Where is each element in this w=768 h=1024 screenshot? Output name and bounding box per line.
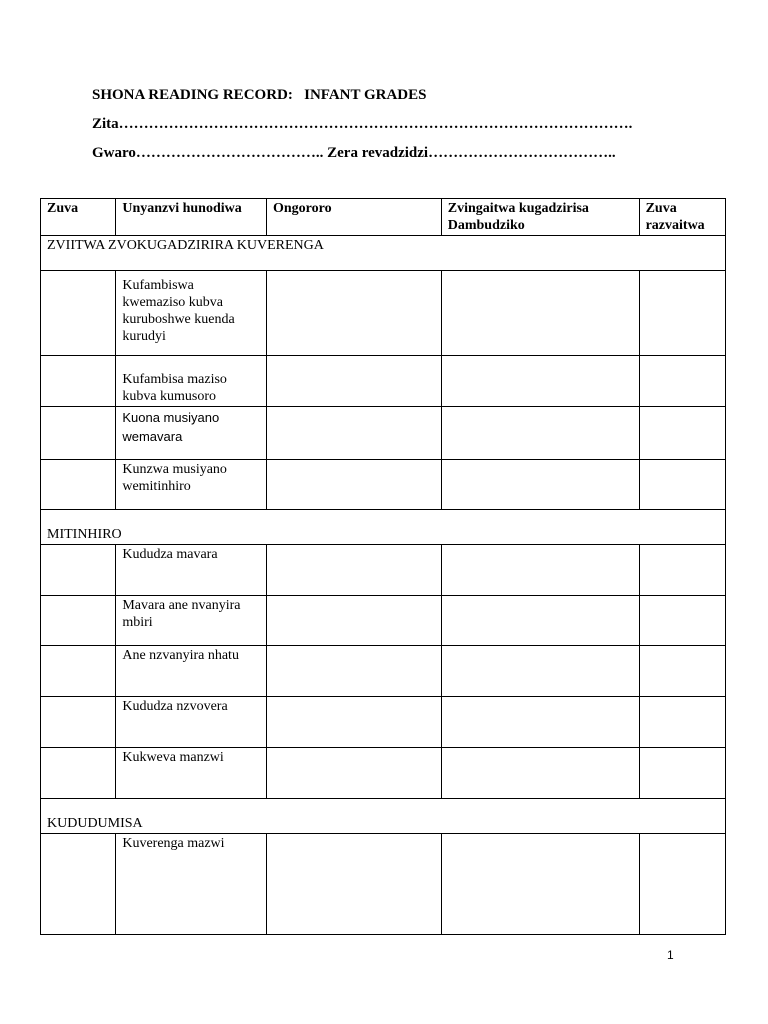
reading-record-table: [40, 198, 726, 935]
title-main: SHONA READING RECORD:: [92, 87, 293, 103]
date-done-cell: [639, 697, 725, 748]
table-row: [41, 460, 726, 510]
skill-cell: Kunzwa musiyano wemitinhiro: [116, 460, 267, 510]
section-title: KUDUDUMISA: [41, 799, 726, 834]
date-done-cell: [639, 646, 725, 697]
title-grade: INFANT GRADES: [304, 87, 427, 103]
header-remedy: Zvingaitwa kugadzirisa Dambudziko: [441, 199, 639, 236]
remedy-cell: [441, 646, 639, 697]
remedy-cell: [441, 596, 639, 646]
date-cell: [41, 407, 116, 460]
assessment-cell: [266, 748, 441, 799]
assessment-cell: [266, 271, 441, 356]
date-done-cell: [639, 356, 725, 407]
skill-cell: Ane nzvanyira nhatu: [116, 646, 267, 697]
assessment-cell: [266, 834, 441, 935]
section-row: [41, 510, 726, 545]
section-title: MITINHIRO: [41, 510, 726, 545]
date-cell: [41, 748, 116, 799]
skill-cell: Kududza nzvovera: [116, 697, 267, 748]
remedy-cell: [441, 460, 639, 510]
skill-cell: Kukweva manzwi: [116, 748, 267, 799]
remedy-cell: [441, 697, 639, 748]
section-row: [41, 236, 726, 271]
remedy-cell: [441, 356, 639, 407]
class-line: [92, 145, 616, 162]
name-field: Zita………………………………………………………………………………………….: [92, 116, 633, 132]
assessment-cell: [266, 646, 441, 697]
date-cell: [41, 460, 116, 510]
table-row: [41, 596, 726, 646]
skill-cell: Kududza mavara: [116, 545, 267, 596]
page-number: 1: [667, 948, 674, 962]
date-done-cell: [639, 460, 725, 510]
remedy-cell: [441, 748, 639, 799]
table-row: [41, 697, 726, 748]
date-cell: [41, 646, 116, 697]
skill-cell: Kuona musiyano wemavara: [116, 407, 267, 460]
date-done-cell: [639, 596, 725, 646]
table-row: [41, 407, 726, 460]
assessment-cell: [266, 407, 441, 460]
date-done-cell: [639, 407, 725, 460]
assessment-cell: [266, 545, 441, 596]
table-row: [41, 356, 726, 407]
date-done-cell: [639, 545, 725, 596]
date-cell: [41, 596, 116, 646]
remedy-cell: [441, 545, 639, 596]
assessment-cell: [266, 356, 441, 407]
section-row: [41, 799, 726, 834]
date-done-cell: [639, 834, 725, 935]
remedy-cell: [441, 407, 639, 460]
assessment-cell: [266, 460, 441, 510]
date-done-cell: [639, 271, 725, 356]
table-row: [41, 646, 726, 697]
document-title: [92, 87, 427, 104]
assessment-cell: [266, 697, 441, 748]
skill-cell: Kufambisa maziso kubva kumusoro: [116, 356, 267, 407]
class-field: Gwaro………………………………..: [92, 145, 328, 161]
assessment-cell: [266, 596, 441, 646]
year-field: Zera revadzidzi………………………………..: [327, 145, 616, 161]
table-header-row: [41, 199, 726, 236]
section-title: ZVIITWA ZVOKUGADZIRIRA KUVERENGA: [41, 236, 726, 271]
skill-cell: Mavara ane nvanyira mbiri: [116, 596, 267, 646]
date-cell: [41, 545, 116, 596]
table-row: [41, 748, 726, 799]
date-done-cell: [639, 748, 725, 799]
date-cell: [41, 697, 116, 748]
remedy-cell: [441, 834, 639, 935]
date-cell: [41, 271, 116, 356]
header-assessment: Ongororo: [266, 199, 441, 236]
date-cell: [41, 356, 116, 407]
table-row: [41, 545, 726, 596]
header-date: Zuva: [41, 199, 116, 236]
remedy-cell: [441, 271, 639, 356]
header-skill: Unyanzvi hunodiwa: [116, 199, 267, 236]
date-cell: [41, 834, 116, 935]
skill-cell: Kuverenga mazwi: [116, 834, 267, 935]
name-line: [92, 116, 632, 133]
header-date-done: Zuva razvaitwa: [639, 199, 725, 236]
skill-cell: Kufambiswa kwemaziso kubva kuruboshwe kuenda kurudyi: [116, 271, 267, 356]
table-row: [41, 271, 726, 356]
table-row: [41, 834, 726, 935]
